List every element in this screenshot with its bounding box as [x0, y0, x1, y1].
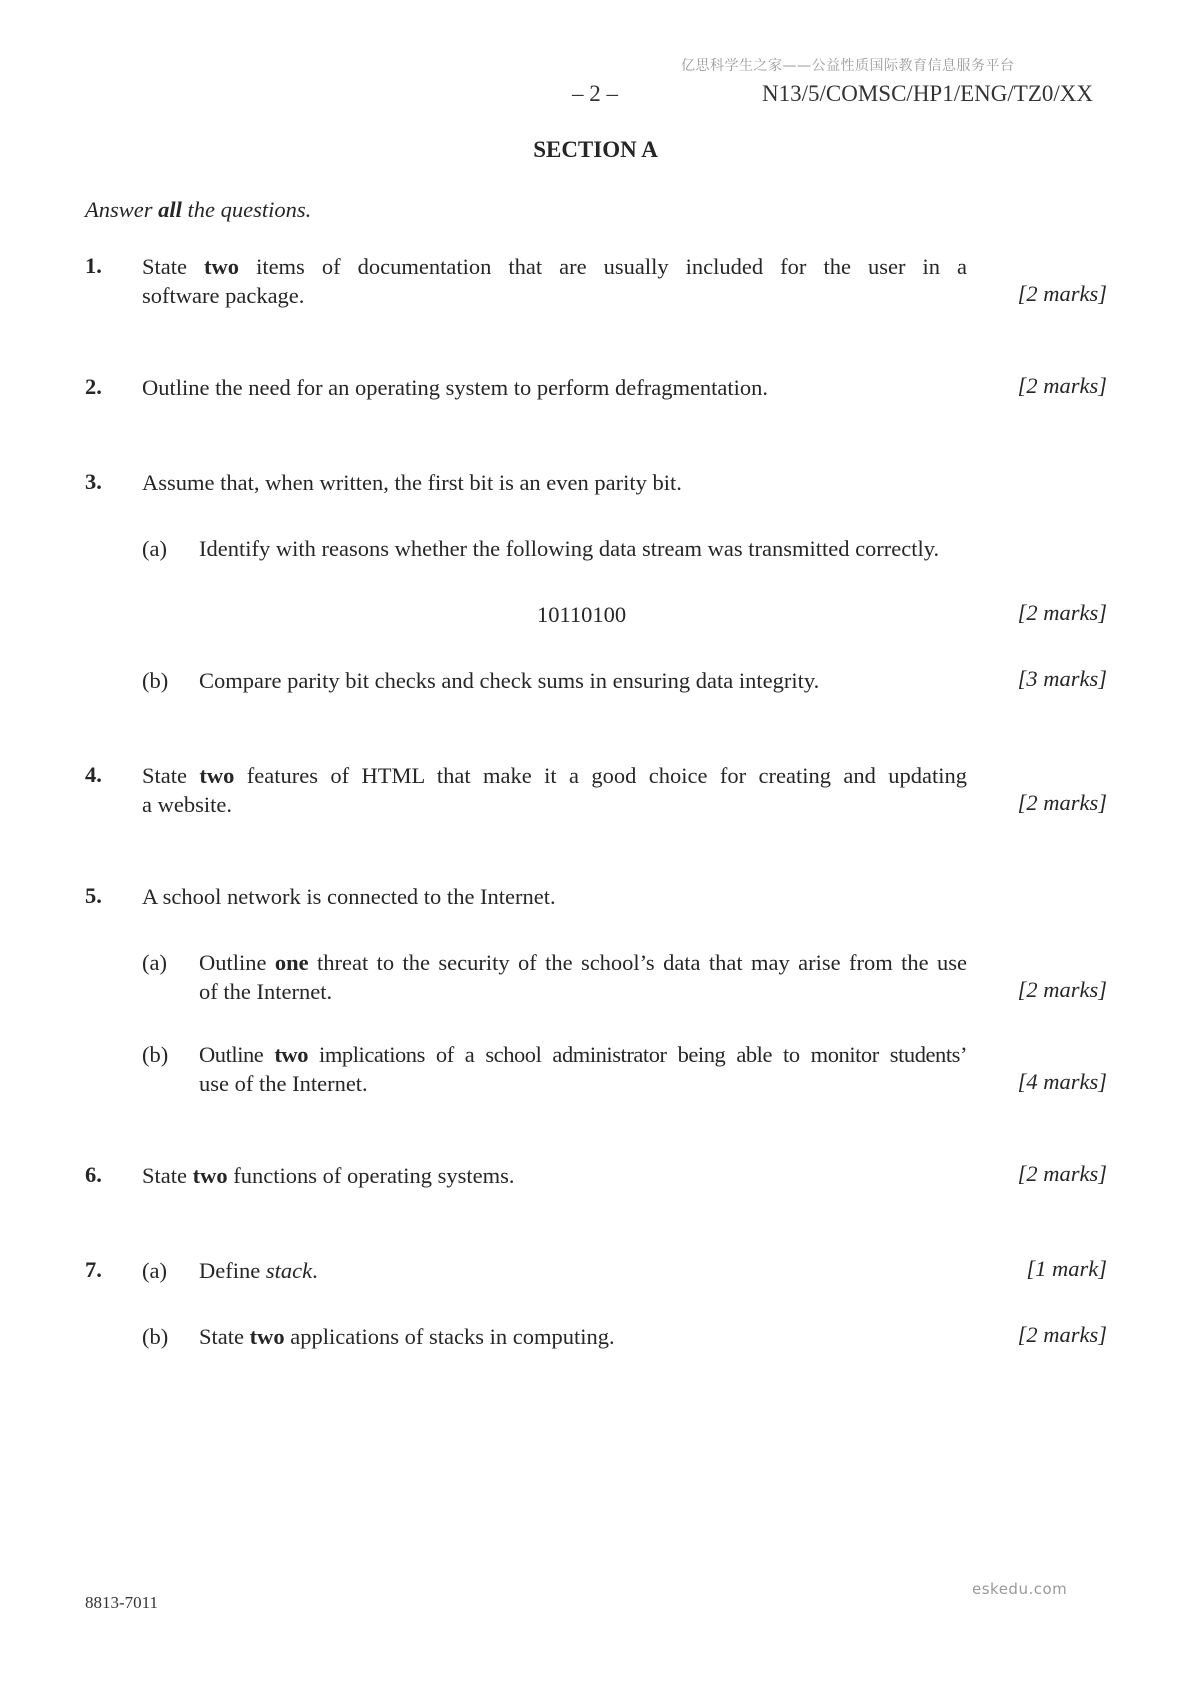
question-3a-data-stream: 10110100 — [537, 602, 627, 627]
question-1-marks: [2 marks] — [1017, 281, 1107, 306]
question-3a-label: (a) — [142, 536, 167, 561]
question-3-number: 3. — [85, 469, 102, 494]
instruction: Answer all the questions. — [85, 197, 312, 222]
question-4-number: 4. — [85, 762, 102, 787]
question-3b-text: Compare parity bit checks and check sums in ensuring data integrity. — [199, 668, 820, 693]
question-3b-marks: [3 marks] — [1017, 666, 1107, 691]
question-2-marks: [2 marks] — [1017, 373, 1107, 398]
paper-code: N13/5/COMSC/HP1/ENG/TZ0/XX — [762, 81, 1093, 106]
footer-code: 8813-7011 — [85, 1593, 159, 1612]
question-5b-marks: [4 marks] — [1017, 1069, 1107, 1094]
question-7a-marks: [1 mark] — [1026, 1256, 1107, 1281]
question-5a-label: (a) — [142, 950, 167, 975]
question-6-marks: [2 marks] — [1017, 1161, 1107, 1186]
section-title: SECTION A — [533, 137, 658, 162]
question-3b-label: (b) — [142, 668, 169, 693]
question-2-number: 2. — [85, 374, 102, 399]
question-3a-text: Identify with reasons whether the following data stream was transmitted correctly. — [199, 536, 940, 561]
question-7b-marks: [2 marks] — [1017, 1322, 1107, 1347]
question-2-text: Outline the need for an operating system to perform defragmentation. — [142, 375, 769, 400]
question-5a-text: Outline one threat to the security of the school’s data that may arise from the use of the Internet. — [199, 950, 967, 1004]
page-number: – 2 – — [572, 81, 618, 106]
watermark-site: eskedu.com — [972, 1580, 1068, 1598]
question-6-number: 6. — [85, 1162, 102, 1187]
question-7b-text: State two applications of stacks in computing. — [199, 1324, 615, 1349]
question-6-text: State two functions of operating systems. — [142, 1163, 515, 1188]
question-4-text: State two features of HTML that make it a good choice for creating and updating a website. — [142, 763, 967, 817]
question-5b-text: Outline two implications of a school administrator being able to monitor students’ use of the Internet. — [199, 1042, 968, 1096]
question-7-number: 7. — [85, 1257, 102, 1282]
question-3a-marks: [2 marks] — [1017, 600, 1107, 625]
question-7b-label: (b) — [142, 1324, 169, 1349]
question-4-marks: [2 marks] — [1017, 790, 1107, 815]
question-5-text: A school network is connected to the Internet. — [142, 884, 556, 909]
question-5a-marks: [2 marks] — [1017, 977, 1107, 1002]
question-7a-text: Define stack. — [199, 1258, 318, 1283]
question-5b-label: (b) — [142, 1042, 169, 1067]
question-7a-label: (a) — [142, 1258, 167, 1283]
question-1-text: State two items of documentation that are usually included for the user in a software package. — [142, 254, 967, 308]
watermark-top: 亿思科学生之家——公益性质国际教育信息服务平台 — [681, 58, 1015, 74]
question-5-number: 5. — [85, 883, 102, 908]
question-3-text: Assume that, when written, the first bit is an even parity bit. — [142, 470, 682, 495]
question-1-number: 1. — [85, 253, 102, 278]
